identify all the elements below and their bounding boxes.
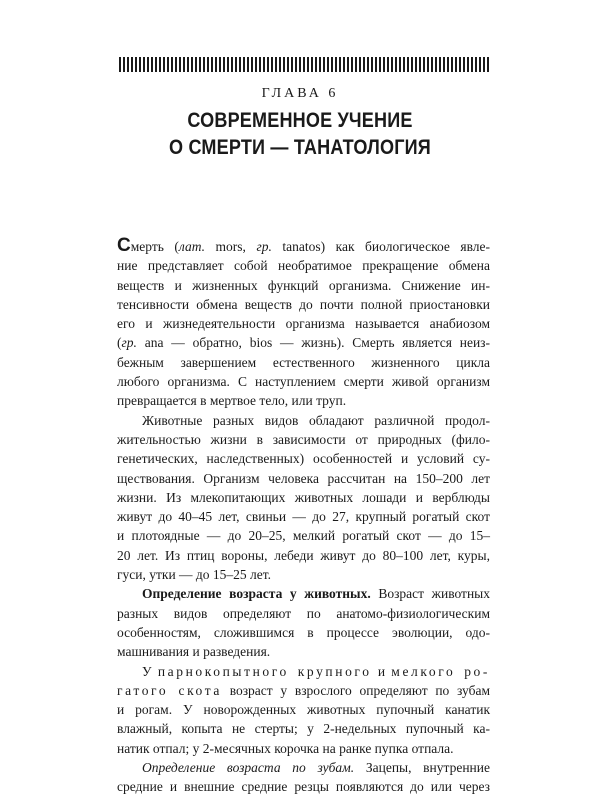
text-line: натик отпал; у 2-месячных корочка на ранке пупка отпала. xyxy=(117,740,454,756)
italic-abbrev-lat: лат. xyxy=(178,239,206,254)
text-run: ana — обратно, bios — жизнь). Смерть является неиз- xyxy=(136,335,490,351)
text-run: Зацепы, внутренние xyxy=(354,760,490,776)
spaced-emphasis: парнокопытного крупного xyxy=(157,663,372,679)
text-run: и xyxy=(371,663,392,679)
text-run: мерть ( xyxy=(130,239,179,254)
spaced-emphasis: мелкого ро- xyxy=(391,663,490,679)
italic-abbrev-gr: гр. xyxy=(256,239,272,254)
text-line xyxy=(117,584,490,603)
text-run: ( xyxy=(117,335,122,351)
text-run: У xyxy=(142,663,158,679)
text-line: ние представляет собой необратимое прекращение обмена xyxy=(117,258,490,274)
text-line xyxy=(117,236,490,256)
text-line: превращается в мертвое тело, или труп. xyxy=(117,393,347,409)
spaced-emphasis: гатого скота xyxy=(117,682,222,698)
bold-subheading: Определение возраста у животных. xyxy=(142,586,371,602)
text-run: возраст у взрослого определяют по зубам xyxy=(222,682,491,698)
text-line: средние и внешние средние резцы появляются до или через xyxy=(117,779,490,795)
text-line: разных видов определяют по анатомо-физиологическим xyxy=(117,605,490,621)
text-line: тенсивности обмена веществ до почти полной приостановки xyxy=(117,296,490,312)
text-line: Животные разных видов обладают различной продол- xyxy=(142,412,490,428)
text-run: mors, xyxy=(205,239,257,254)
text-line: генетических, наследственных) особенностей и условий су- xyxy=(117,451,490,467)
text-line: бежным завершением естественного жизненного цикла xyxy=(117,354,490,370)
text-line: веществ и жизненных функций организма. Снижение ин- xyxy=(117,277,490,293)
text-line: живут до 40–45 лет, свиньи — до 27, крупный рогатый скот xyxy=(117,509,490,525)
text-line: гуси, утки — до 15–25 лет. xyxy=(117,567,272,583)
text-line: любого организма. С наступлением смерти живой организм xyxy=(117,374,490,390)
paragraph-lifespan xyxy=(117,411,490,585)
text-line: особенностям, сложившимся в процессе эволюции, одо- xyxy=(117,624,490,640)
text-line xyxy=(117,681,490,700)
chapter-title xyxy=(42,107,558,161)
text-line xyxy=(117,758,490,777)
chapter-title-line-1: СОВРЕМЕННОЕ УЧЕНИЕ xyxy=(187,109,413,132)
paragraph-teeth xyxy=(117,758,490,797)
paragraph-cattle xyxy=(117,662,490,758)
header-hatched-rule xyxy=(119,57,489,72)
italic-subheading: Определение возраста по зубам. xyxy=(142,760,355,776)
text-line: жизни. Из млекопитающих животных лошади и верблюды xyxy=(117,489,490,505)
chapter-number: ГЛАВА 6 xyxy=(261,86,339,101)
paragraph-age-determination xyxy=(117,584,490,661)
body-text xyxy=(117,236,490,797)
text-line: влажный, копыта не стерты; у 2-недельных пупочный ка- xyxy=(117,721,490,737)
drop-cap: С xyxy=(117,235,131,256)
text-line: жительностью жизни в зависимости от природных (фило- xyxy=(117,431,490,447)
text-line: машнивания и разведения. xyxy=(117,644,271,660)
text-run: tanatos) как биологическое явле- xyxy=(271,239,490,254)
text-run: Возраст животных xyxy=(370,586,490,602)
text-line: его и жизнедеятельности организма называется анабиозом xyxy=(117,316,490,332)
text-line xyxy=(117,662,490,681)
text-line: и рогам. У новорожденных животных пупочный канатик xyxy=(117,702,490,718)
text-line xyxy=(117,333,490,352)
text-line: и плотоядные — до 20–25, мелкий рогатый скот — до 15– xyxy=(117,528,490,544)
paragraph-death-definition xyxy=(117,236,490,411)
text-line: ществования. Организм человека рассчитан на 150–200 лет xyxy=(117,470,490,486)
italic-abbrev-gr: гр. xyxy=(121,335,137,351)
chapter-title-line-2: О СМЕРТИ — ТАНАТОЛОГИЯ xyxy=(169,136,431,159)
text-line: 20 лет. Из птиц вороны, лебеди живут до 80–100 лет, куры, xyxy=(117,547,490,563)
